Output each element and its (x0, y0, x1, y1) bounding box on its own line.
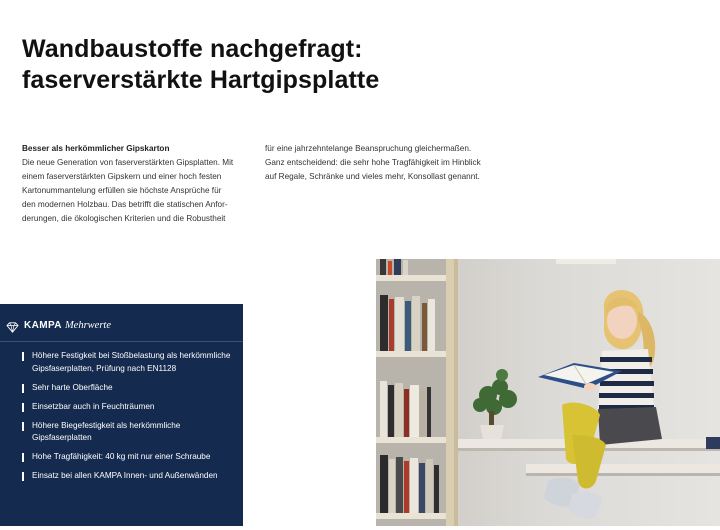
brand-name: KAMPA (24, 319, 62, 331)
headline-line-1: Wandbaustoffe nachgefragt: (22, 35, 363, 63)
benefit-text: Einsetzbar auch in Feuchträumen (32, 401, 155, 411)
bullet-bar (22, 403, 24, 412)
benefit-text: Gipsfaserplatten, Prüfung nach EN1128 (32, 363, 177, 373)
benefit-text: Höhere Festigkeit bei Stoßbelastung als herkömmliche (32, 351, 231, 360)
benefit-text: Einsatz bei allen KAMPA Innen- und Außenwänden (32, 471, 218, 480)
bullet-bar (22, 422, 24, 431)
intro-text-line: Kartonummantelung erfüllen sie höchste Ansprüche für (22, 186, 222, 195)
headline-line-2: faserverstärkte Hartgipsplatte (22, 66, 380, 94)
benefit-text: Hohe Tragfähigkeit: 40 kg mit nur einer Schraube (32, 452, 211, 461)
intro-text-line: Die neue Generation von faserverstärkten Gipsplatten. Mit (22, 158, 234, 167)
bullet-bar (22, 453, 24, 462)
intro-text-line: auf Regale, Schränke und vieles mehr, Konsollast genannt. (265, 172, 480, 181)
bullet-bar (22, 352, 24, 361)
photo-girl-reading-on-shelf (376, 259, 720, 526)
intro-column-left (22, 142, 252, 226)
intro-text-line: Ganz entscheidend: die sehr hohe Tragfähigkeit im Hinblick (265, 158, 481, 167)
intro-column-right (265, 142, 505, 184)
intro-text-line: derungen, die ökologischen Kriterien und die Robustheit (22, 214, 226, 223)
benefit-text: Gipsfaserplatten (32, 433, 92, 442)
intro-subheading: Besser als herkömmlicher Gipskarton (22, 144, 170, 153)
benefit-text: Höhere Biegefestigkeit als herkömmliche (32, 420, 181, 430)
headline (22, 34, 582, 96)
panel-header (6, 318, 111, 332)
benefit-item (22, 470, 237, 483)
intro-text-line: einem faserverstärkten Gipskern und einer hoch festen (22, 172, 222, 181)
benefit-list (22, 350, 237, 489)
benefit-item (22, 451, 237, 464)
panel-divider (0, 341, 243, 342)
panel-title: Mehrwerte (64, 319, 112, 331)
bullet-bar (22, 472, 24, 481)
intro-text-line: den modernen Holzbau. Das betrifft die statischen Anfor- (22, 200, 228, 209)
diamond-icon (6, 320, 19, 331)
bullet-bar (22, 384, 24, 393)
kampa-mehrwerte-panel (0, 304, 243, 526)
benefit-text: Sehr harte Oberfläche (32, 382, 113, 392)
benefit-item (22, 420, 237, 445)
benefit-item (22, 382, 237, 395)
benefit-item (22, 401, 237, 414)
benefit-item (22, 350, 237, 375)
intro-text-line: für eine jahrzehntelange Beanspruchung gleichermaßen. (265, 144, 472, 153)
